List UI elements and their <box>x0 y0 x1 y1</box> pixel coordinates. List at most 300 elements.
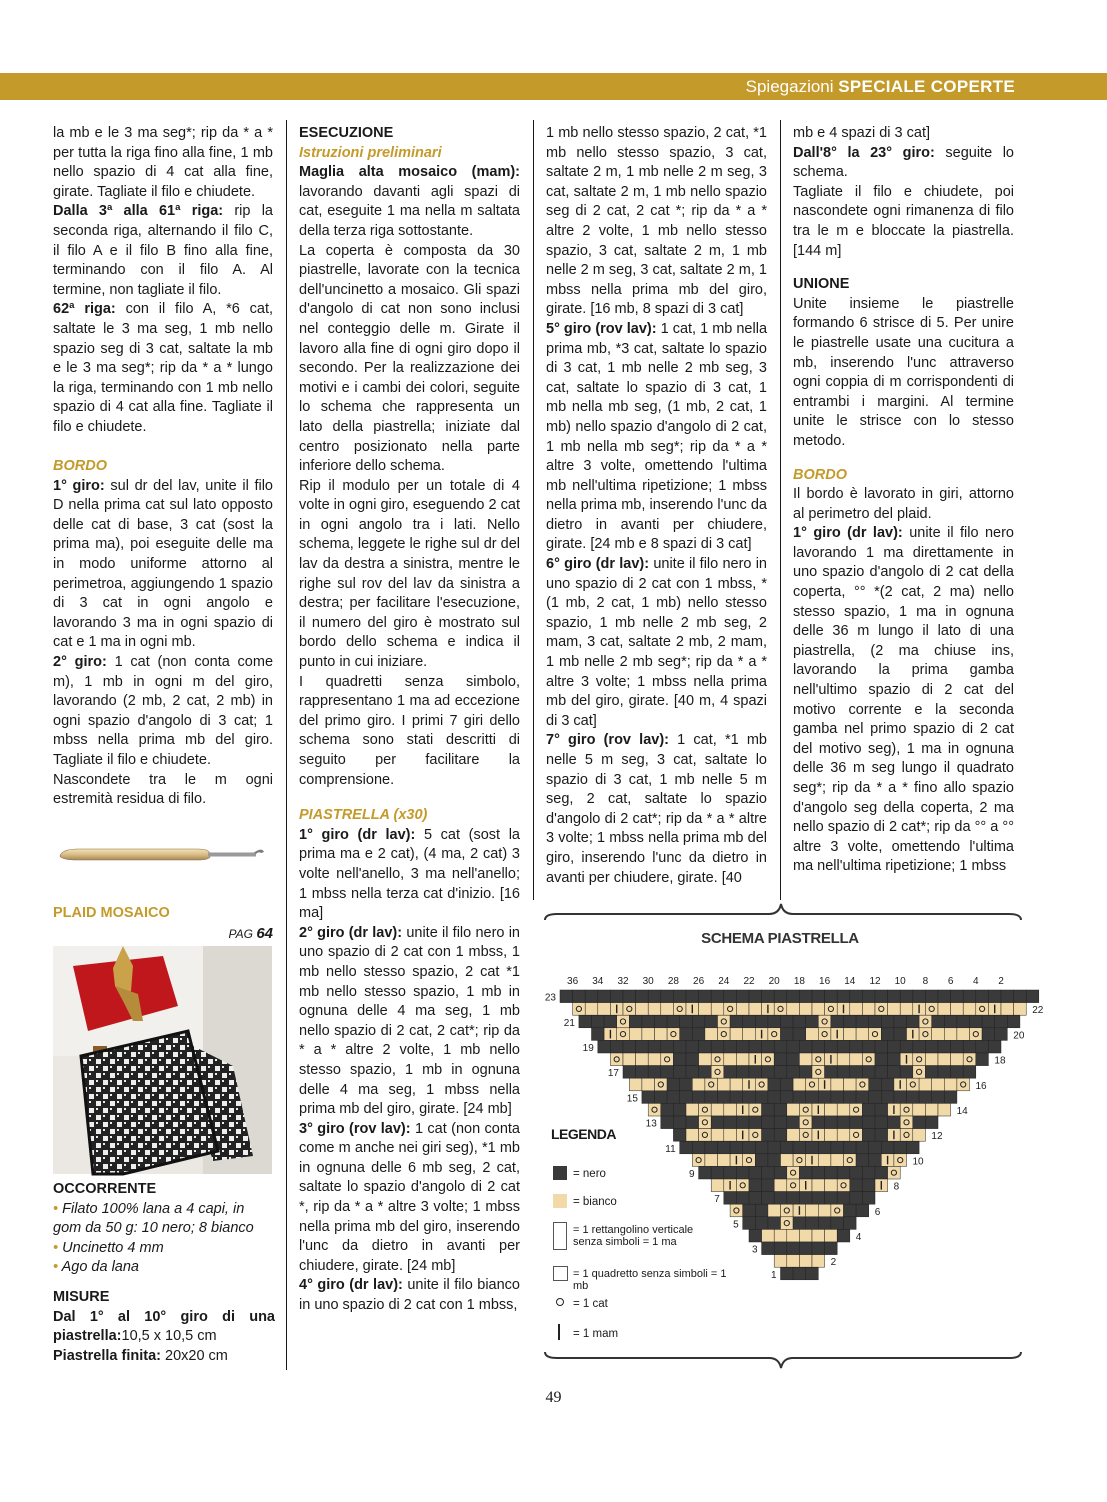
chart-cell <box>818 1141 831 1154</box>
text-paragraph: la mb e le 3 ma seg*; rip da * a * per tutta la riga fino alla fine, 1 mb nello spazio di 4 cat alla fine, girate. Tagliate il filo e chiudete. <box>53 125 273 200</box>
materials-heading: OCCORRENTE <box>53 1181 157 1197</box>
chart-cell <box>888 1066 901 1079</box>
chart-cell <box>862 1192 875 1205</box>
chart-cell <box>963 1053 976 1066</box>
chart-cell <box>724 1053 737 1066</box>
text-paragraph: Tagliate il filo e chiudete, poi nascondete ogni rimanenza di filo tra le m e bloccate la piastrella. [144 m] <box>793 183 1014 259</box>
chart-cell <box>768 1091 781 1104</box>
chart-cell <box>837 1192 850 1205</box>
chart-cell <box>913 990 926 1003</box>
chart-cell <box>661 1103 674 1116</box>
chart-cell <box>995 1028 1008 1041</box>
chart-cell <box>661 1053 674 1066</box>
chart-cell <box>875 1129 888 1142</box>
row-number-label: 8 <box>893 1181 900 1193</box>
chart-cell <box>604 1015 617 1028</box>
chart-cell <box>680 1091 693 1104</box>
chart-cell <box>932 1091 945 1104</box>
row-number-label: 12 <box>931 1131 943 1143</box>
chart-cell <box>913 1040 926 1053</box>
chart-cell <box>862 1103 875 1116</box>
chart-cell <box>938 990 951 1003</box>
chart-cell <box>963 990 976 1003</box>
chart-cell <box>856 1028 869 1041</box>
chart-title: SCHEMA PIASTRELLA <box>701 930 859 947</box>
chart-cell <box>718 1015 731 1028</box>
section-heading: UNIONE <box>793 276 850 293</box>
row-number-label: 2 <box>830 1257 837 1269</box>
chart-cell <box>900 1040 913 1053</box>
chart-cell <box>806 1204 819 1217</box>
chart-cell <box>711 1053 724 1066</box>
chart-cell <box>957 1078 970 1091</box>
chart-cell <box>636 990 649 1003</box>
chart-cell <box>781 1154 794 1167</box>
chart-cell <box>900 1103 913 1116</box>
chart-cell <box>919 1078 932 1091</box>
chart-cell <box>856 1204 869 1217</box>
chart-cell <box>755 1141 768 1154</box>
chart-cell <box>812 1066 825 1079</box>
chart-cell <box>938 1003 951 1016</box>
chart-cell <box>900 1003 913 1016</box>
chart-cell <box>831 1217 844 1230</box>
chart-cell <box>711 1040 724 1053</box>
row-number-label: 6 <box>874 1206 881 1218</box>
chart-cell <box>862 990 875 1003</box>
chart-cell <box>762 1040 775 1053</box>
chart-cell <box>894 1091 907 1104</box>
chart-cell <box>938 1103 951 1116</box>
chart-cell <box>774 1129 787 1142</box>
chart-cell <box>825 1103 838 1116</box>
chart-cell <box>743 1015 756 1028</box>
chart-cell <box>850 1116 863 1129</box>
chart-cell <box>749 1040 762 1053</box>
chart-cell <box>749 1129 762 1142</box>
chart-cell <box>661 1116 674 1129</box>
legend-square-symbol <box>553 1266 568 1281</box>
chart-cell <box>686 1066 699 1079</box>
chart-cell <box>699 1103 712 1116</box>
row-number-label: 13 <box>645 1118 657 1130</box>
chart-cell <box>837 1116 850 1129</box>
text-paragraph: mb e 4 spazi di 3 cat] <box>793 125 931 141</box>
chart-cell <box>579 1015 592 1028</box>
chart-cell <box>711 1179 724 1192</box>
chart-cell <box>875 990 888 1003</box>
chart-cell <box>781 1028 794 1041</box>
chart-cell <box>799 1255 812 1268</box>
chart-cell <box>711 990 724 1003</box>
chart-cell <box>592 1015 605 1028</box>
chart-cell <box>812 1179 825 1192</box>
chart-cell <box>988 1040 1001 1053</box>
chart-cell <box>711 1066 724 1079</box>
chart-cell <box>812 1192 825 1205</box>
chart-cell <box>869 1154 882 1167</box>
chart-cell <box>762 1053 775 1066</box>
row-number-label: 22 <box>1032 1005 1044 1017</box>
chart-cell <box>888 1053 901 1066</box>
list-item: • Uncinetto 4 mm <box>53 1239 164 1256</box>
chart-cell <box>799 1229 812 1242</box>
chart-cell <box>768 1015 781 1028</box>
text-paragraph: Il bordo è lavorato in giri, attorno al perimetro del plaid. <box>793 486 1014 522</box>
chart-cell <box>699 1166 712 1179</box>
chart-cell <box>787 1116 800 1129</box>
chart-cell <box>869 1141 882 1154</box>
chart-cell <box>730 1141 743 1154</box>
chart-cell <box>598 1003 611 1016</box>
chart-cell <box>812 1242 825 1255</box>
chart-cell <box>812 1003 825 1016</box>
chart-cell <box>736 1053 749 1066</box>
chart-cell <box>812 1040 825 1053</box>
chart-cell <box>856 1091 869 1104</box>
chart-cell <box>762 1116 775 1129</box>
chart-cell <box>755 1217 768 1230</box>
chart-cell <box>768 1204 781 1217</box>
chart-cell <box>673 1040 686 1053</box>
column-number-label: 24 <box>718 976 730 987</box>
chart-cell <box>837 1053 850 1066</box>
chart-cell <box>844 1078 857 1091</box>
chart-cell <box>617 1015 630 1028</box>
text-paragraph: La coperta è composta da 30 piastrelle, lavorate con la tecnica dell'uncinetto a mosaico. Gli spazi d'angolo di cat non sono inclusi nel conteggio delle m. Girate il lavoro alla fine di ogni giro dopo il secondo. Per la realizzazione dei motivi e i cambi dei colori, seguite lo schema che rappresenta un lato della piastrella; iniziate dal centro posizionato nella parte inferiore dello schema. <box>299 242 520 475</box>
legend-swatch-nero <box>553 1166 567 1180</box>
chart-cell <box>907 1078 920 1091</box>
chart-cell <box>598 1040 611 1053</box>
chart-cell <box>686 1116 699 1129</box>
chart-cell <box>1014 990 1027 1003</box>
bottom-brace <box>543 1348 1023 1372</box>
chart-cell <box>925 1003 938 1016</box>
chart-cell <box>661 1066 674 1079</box>
chart-cell <box>932 1015 945 1028</box>
chart-cell <box>768 1078 781 1091</box>
chart-cell <box>648 1103 661 1116</box>
chart-cell <box>692 1154 705 1167</box>
chart-cell <box>787 1242 800 1255</box>
chart-cell <box>648 1053 661 1066</box>
chart-cell <box>862 1116 875 1129</box>
chart-cell <box>976 1003 989 1016</box>
chart-cell <box>862 1053 875 1066</box>
column-4: mb e 4 spazi di 3 cat] Dall'8° la 23° giro: seguite lo schema. Tagliate il filo e chiudete, poi nascondete ogni rimanenza di filo tra le m e bloccate la piastrella. [144 m] UNIONE Unite insieme le piastrelle formando 6 strisce di 5. Per unire le piastrelle usate una cucitura a mb, inserendo l'unc attraverso ogni coppia di m corrispondenti di entrambi i margini. Al termine unite le strisce con lo stesso metodo. BORDO Il bordo è lavorato in giri, attorno al perimetro del plaid. 1° giro (dr lav): unite il filo nero lavorando 1 ma direttamente in uno spazio d'angolo di 2 cat della coperta, °° *(2 cat, 2 ma) nello stesso spazio, 1 ma in ognuna delle 36 m lungo il lato di una piastrella, (2 ma chiuse ins, lavorando la prima gamba nell'ultimo spazio di 2 cat del motivo corrente e la seconda gamba nel primo spazio di 2 cat del motivo seg), 1 ma in ognuna delle 36 m seg lungo il quadrato seg*; rip da * a * fino allo spazio d'angolo seg della coperta, 2 ma nello spazio di 2 cat*; rip da °° a °° altre 3 volte, omettendo l'ultima ma nell'ultima ripetizione; 1 mbss <box>793 125 1014 875</box>
chart-cell <box>787 1053 800 1066</box>
chart-cell <box>724 1116 737 1129</box>
chart-cell <box>642 1078 655 1091</box>
chart-cell <box>818 1154 831 1167</box>
chart-cell <box>951 1053 964 1066</box>
chart-cell <box>762 1179 775 1192</box>
chart-cell <box>762 990 775 1003</box>
chart-cell <box>799 1066 812 1079</box>
chart-cell <box>837 1166 850 1179</box>
chart-cell <box>881 1141 894 1154</box>
chart-cell <box>648 1066 661 1079</box>
chart-cell <box>837 1066 850 1079</box>
chart-cell <box>585 1003 598 1016</box>
chart-cell <box>774 1192 787 1205</box>
chart-cell <box>875 1053 888 1066</box>
chart-cell <box>655 1078 668 1091</box>
chart-cell <box>963 1066 976 1079</box>
chart-cell <box>856 1141 869 1154</box>
chart-cell <box>793 1217 806 1230</box>
chart-cell <box>944 1078 957 1091</box>
chart-cell <box>774 1003 787 1016</box>
chart-cell <box>781 1267 794 1280</box>
chart-cell <box>655 1028 668 1041</box>
chart-cell <box>774 1166 787 1179</box>
chart-cell <box>844 1141 857 1154</box>
chart-cell <box>925 1103 938 1116</box>
chart-cell <box>793 1267 806 1280</box>
chart-cell <box>799 1116 812 1129</box>
chart-cell <box>762 1166 775 1179</box>
legend-rect-symbol <box>553 1222 567 1250</box>
chart-cell <box>825 1116 838 1129</box>
chart-cell <box>799 1192 812 1205</box>
chart-cell <box>755 1015 768 1028</box>
chart-cell <box>825 1129 838 1142</box>
chart-cell <box>768 1154 781 1167</box>
chart-cell <box>749 990 762 1003</box>
chart-cell <box>894 1015 907 1028</box>
chart-cell <box>730 1028 743 1041</box>
row-number-label: 18 <box>994 1055 1006 1067</box>
chart-cell <box>686 1103 699 1116</box>
row-number-label: 7 <box>714 1194 720 1206</box>
chart-cell <box>642 1091 655 1104</box>
chart-cell <box>736 1040 749 1053</box>
chart-cell <box>629 1015 642 1028</box>
chart-cell <box>781 1015 794 1028</box>
chart-cell <box>925 1066 938 1079</box>
chart-cell <box>793 1091 806 1104</box>
chart-cell <box>661 1003 674 1016</box>
chart-cell <box>825 1179 838 1192</box>
chart-cell <box>913 1053 926 1066</box>
chart-cell <box>919 1015 932 1028</box>
chart-cell <box>799 1129 812 1142</box>
chart-cell <box>787 1129 800 1142</box>
column-number-label: 34 <box>592 976 604 987</box>
chart-cell <box>749 1103 762 1116</box>
row-number-label: 20 <box>1013 1030 1025 1042</box>
chart-cell <box>692 1078 705 1091</box>
chart-cell <box>560 990 573 1003</box>
section-heading: BORDO <box>793 466 847 483</box>
chart-cell <box>963 1003 976 1016</box>
chart-cell <box>856 1015 869 1028</box>
chart-cell <box>686 1040 699 1053</box>
chart-cell <box>951 990 964 1003</box>
chart-cell <box>787 1003 800 1016</box>
chart-cell <box>844 1091 857 1104</box>
column-divider <box>533 120 534 900</box>
chart-cell <box>762 1129 775 1142</box>
row-number-label: 5 <box>733 1219 739 1231</box>
chart-cell <box>862 1166 875 1179</box>
chart-cell <box>831 1154 844 1167</box>
chart-cell <box>699 1053 712 1066</box>
chart-cell <box>793 1154 806 1167</box>
row-number-label: 4 <box>855 1232 862 1243</box>
project-box <box>53 904 273 944</box>
chart-cell <box>812 990 825 1003</box>
chart-cell <box>749 1192 762 1205</box>
chart-cell <box>919 1028 932 1041</box>
row-number-label: 17 <box>607 1068 619 1080</box>
chart-cell <box>831 1091 844 1104</box>
chart-cell <box>749 1229 762 1242</box>
chart-cell <box>850 1179 863 1192</box>
chart-cell <box>894 1141 907 1154</box>
column-2: ESECUZIONE Istruzioni preliminari Maglia alta mosaico (mam): lavorando davanti agli spazi di cat, eseguite 1 ma nella m saltata della terza riga sottostante. La coperta è composta da 30 piastrelle, lavorate con la tecnica dell'uncinetto a mosaico. Gli spazi d'angolo di cat non sono inclusi nel conteggio delle m. Girate il lavoro alla fine di ogni giro dopo il secondo. Per la realizzazione dei motivi e i cambi dei colori, seguite lo schema che rappresenta un lato della piastrella; iniziate dal centro posizionato nella parte inferiore dello schema. Rip il modulo per un totale di 4 volte in ogni giro, eseguendo 2 cat in ogni angolo tra i lati. Nello schema, leggete le righe sul dr del lav da destra a sinistra, mentre le righe sul rov del lav da sinistra a destra; per facilitare l'esecuzione, il numero del giro è mostrato sul bordo dello schema e indica il punto in cui iniziare. I quadretti senza simbolo, rappresentano 1 ma ad eccezione del primo giro. I primi 7 giri dello schema sono stati descritti di seguito per facilitare la comprensione. PIASTRELLA (x30) 1° giro (dr lav): 5 cat (sost la prima ma e 2 cat), (4 ma, 2 cat) 3 volte nell'anello, 3 ma nell'anello; 1 mbss nella terza cat d'inizio. [16 ma] 2° giro (dr lav): unite il filo nero in uno spazio di 2 cat con 1 mbss, 1 mb nello stesso spazio, 2 cat *1 mb nello stesso spazio, 1 mb in ognuna delle 4 ma seg, 1 mb nello spazio di 2 cat, 2 cat*; rip da * a * altre 2 volte, 1 mb nello stesso spazio, 1 mb in ognuna delle 4 ma seg, 1 mbss nella prima mb del giro, girate. [24 mb] 3° giro (rov lav): 1 cat (non conta come m anche nei giri seg), *1 mb in ognuna delle 6 mb seg, 2 cat, saltate lo spazio d'angolo di 2 cat *, rip da * a * altre 3 volte; 1 mbss nella prima mb del giro, inserendo l'unc da dietro in avanti per chiudere, girate. [24 mb] 4° giro (dr lav): unite il filo bianco in uno spazio di 2 cat con 1 mbss, <box>299 125 521 1314</box>
chart-cell <box>787 1040 800 1053</box>
section-heading: PIASTRELLA (x30) <box>299 807 428 824</box>
blanket-photo <box>53 946 272 1174</box>
chart-cell <box>850 1053 863 1066</box>
chart-cell <box>736 1003 749 1016</box>
chart-cell <box>881 1028 894 1041</box>
chart-cell <box>623 1053 636 1066</box>
legend-swatch-bianco <box>553 1194 567 1208</box>
chart-cell <box>743 1154 756 1167</box>
chart-cell <box>705 1015 718 1028</box>
chart-cell <box>825 1066 838 1079</box>
chart-cell <box>850 1040 863 1053</box>
chart-cell <box>793 1141 806 1154</box>
chart-cell <box>862 1179 875 1192</box>
column-number-label: 28 <box>667 976 679 987</box>
chart-cell <box>888 1040 901 1053</box>
text-paragraph: Nascondete tra le m ogni estremità residua di filo. <box>53 771 273 808</box>
column-3: 1 mb nello stesso spazio, 2 cat, *1 mb nello stesso spazio, 3 cat, saltate 2 m, 1 mb nelle 2 m seg, 3 cat, saltate 2 m, 1 mb nello spazio seg di 2 cat, 2 cat *; rip da * a * altre 2 volte, 1 mb nello stesso spazio, 3 cat, saltate 2 m, 1 mb nelle 2 m seg, 3 cat, saltate 2 m, 1 mbss nella prima mb del giro, girate. [16 mb, 8 spazi di 3 cat] 5° giro (rov lav): 1 cat, 1 mb nella prima mb, *3 cat, saltate lo spazio di 3 cat, 1 mb nelle 2 mb seg, 3 cat, saltate lo spazio di 3 cat, 1 mb nella mb seg, (1 mb, 2 cat, 1 mb) nello spazio d'angolo di 2 cat, 1 mb nella mb seg*; rip da * a * altre 3 volte, omettendo l'ultima mb nell'ultima ripetizione; 1 mbss nella prima mb, inserendo l'unc da dietro in avanti per chiudere, girate. [24 mb e 8 spazi di 3 cat] 6° giro (dr lav): unite il filo nero in uno spazio di 2 cat con 1 mbss, *(1 mb, 2 cat, 1 mb) nello stesso spazio, 1 mb nelle 2 mb seg, 2 mam, 3 cat, saltate 2 mb, 2 mam, 1 mb nelle 2 mb seg*; rip da * a * altre 3 volte; 1 mbss nella prima mb del giro, girate. [40 m, 4 spazi di 3 cat] 7° giro (rov lav): 1 cat, *1 mb nelle 5 m seg, 3 cat, saltate lo spazio di 3 cat, 1 mb nelle 5 m seg, 2 cat, saltate lo spazio d'angolo di 2 cat*; rip da * a * altre 3 volte; 1 mbss nella prima mb del giro, inserendo l'unc da dietro in avanti per chiudere, girate. [40 <box>546 125 768 886</box>
chart-cell <box>781 1217 794 1230</box>
chart-cell <box>762 1229 775 1242</box>
chart-cell <box>724 990 737 1003</box>
chart-cell <box>856 1154 869 1167</box>
chart-cell <box>629 1078 642 1091</box>
chart-cell <box>655 1015 668 1028</box>
chart-cell <box>850 1103 863 1116</box>
chart-cell <box>610 990 623 1003</box>
chart-cell <box>844 1015 857 1028</box>
chart-cell <box>655 1091 668 1104</box>
chart-cell <box>944 1015 957 1028</box>
chart-cell <box>907 1015 920 1028</box>
column-number-label: 8 <box>922 976 929 987</box>
chart-cell <box>837 1129 850 1142</box>
chart-cell <box>894 1028 907 1041</box>
chart-cell <box>636 1040 649 1053</box>
chart-cell <box>724 1066 737 1079</box>
mam-symbol <box>558 1324 560 1340</box>
chart-cell <box>799 1053 812 1066</box>
chart-cell <box>925 1116 938 1129</box>
chart-cell <box>818 1091 831 1104</box>
chart-cell <box>1007 1015 1020 1028</box>
chart-cell <box>711 1116 724 1129</box>
chart-cell <box>667 1091 680 1104</box>
chart-cell <box>837 1179 850 1192</box>
column-number-label: 10 <box>894 976 906 987</box>
chart-cell <box>661 1040 674 1053</box>
chart-cell <box>793 1028 806 1041</box>
chart-cell <box>692 1141 705 1154</box>
chart-cell <box>718 1078 731 1091</box>
chart-cell <box>900 1129 913 1142</box>
chart-cell <box>692 1028 705 1041</box>
chart-cell <box>787 1229 800 1242</box>
text-paragraph: Unite insieme le piastrelle formando 6 strisce di 5. Per unire le piastrelle usate una cucitura a mb, inserendo l'unc attraverso ogni coppia di m corrispondenti di entrambi i margini. Al termine unite le strisce con lo stesso metodo. <box>793 295 1014 449</box>
chart-cell <box>774 990 787 1003</box>
chart-cell <box>718 1154 731 1167</box>
chart-cell <box>888 1166 901 1179</box>
chart-cell <box>774 1040 787 1053</box>
chart-cell <box>686 990 699 1003</box>
chart-cell <box>793 1078 806 1091</box>
chart-cell <box>774 1229 787 1242</box>
chain-symbol <box>556 1298 564 1306</box>
chart-cell <box>818 1204 831 1217</box>
chart-cell <box>623 990 636 1003</box>
chart-cell <box>831 1015 844 1028</box>
chart-cell <box>736 1116 749 1129</box>
chart-cell <box>970 1028 983 1041</box>
chart-cell <box>900 990 913 1003</box>
chart-cell <box>680 1141 693 1154</box>
chart-cell <box>806 1267 819 1280</box>
column-number-label: 20 <box>768 976 780 987</box>
chart-cell <box>667 1015 680 1028</box>
row-number-label: 10 <box>912 1156 924 1168</box>
chart-cell <box>818 1217 831 1230</box>
size-heading: MISURE <box>53 1288 110 1305</box>
chart-cell <box>680 1078 693 1091</box>
chart-cell <box>692 1091 705 1104</box>
legend: LEGENDA = nero = bianco = 1 rettangolino verticale senza simboli = 1 ma = 1 quadretto senza simboli = 1 mb = 1 cat = 1 mam <box>551 1128 741 1140</box>
chart-cell <box>749 1166 762 1179</box>
chart-cell <box>686 1053 699 1066</box>
chart-cell <box>768 1141 781 1154</box>
column-number-label: 12 <box>869 976 881 987</box>
chart-cell <box>573 1003 586 1016</box>
chart-cell <box>875 1003 888 1016</box>
chart-cell <box>850 1166 863 1179</box>
running-header: Spiegazioni SPECIALE COPERTE <box>745 77 1015 96</box>
chart-cell <box>755 1078 768 1091</box>
chart-cell <box>781 1204 794 1217</box>
chart-cell <box>724 1103 737 1116</box>
column-1: la mb e le 3 ma seg*; rip da * a * per tutta la riga fino alla fine, 1 mb nello spazio di 4 cat alla fine, girate. Tagliate il filo e chiudete. Dalla 3ª alla 61ª riga: rip la seconda riga, alternando il filo C, il filo A e il filo B fino alla fine, terminando con il filo A. Al termine, non tagliate il filo. 62ª riga: con il filo A, *6 cat, saltate le 3 ma seg, 1 mb nello spazio seg di 3 cat, saltate la mb e le 3 ma seg*; rip da * a * lungo la riga, terminando con 1 mb nello spazio di 4 cat alla fine. Tagliate il filo e chiudete. BORDO 1° giro: sul dr del lav, unite il filo D nella prima cat sul lato opposto delle cat di base, 3 cat (sost la prima ma), poi eseguite delle ma in modo uniforme attorno al perimetroa, aggiungendo 1 spazio di 3 cat in ogni angolo e lavorando 3 ma in ogni spazio di cat e 1 ma in ogni mb. 2° giro: 1 cat (non conta come m), 1 mb in ogni m del giro, lavorando (2 mb, 2 cat, 2 mb) in ogni spazio d'angolo di 3 cat; 1 mbss nella prima mb del giro. Tagliate il filo e chiudete. Nascondete tra le m ogni estremità residua di filo. <box>53 124 273 810</box>
row-number-label: 1 <box>770 1269 777 1281</box>
column-number-label: 6 <box>947 976 954 987</box>
row-number-label: 11 <box>665 1143 676 1155</box>
chart-cell <box>825 1192 838 1205</box>
chart-cell <box>617 1028 630 1041</box>
chart-cell <box>957 1028 970 1041</box>
chart-cell <box>736 1179 749 1192</box>
chart-cell <box>825 1242 838 1255</box>
chart-cell <box>718 1141 731 1154</box>
chart-cell <box>623 1003 636 1016</box>
chart-cell <box>774 1103 787 1116</box>
